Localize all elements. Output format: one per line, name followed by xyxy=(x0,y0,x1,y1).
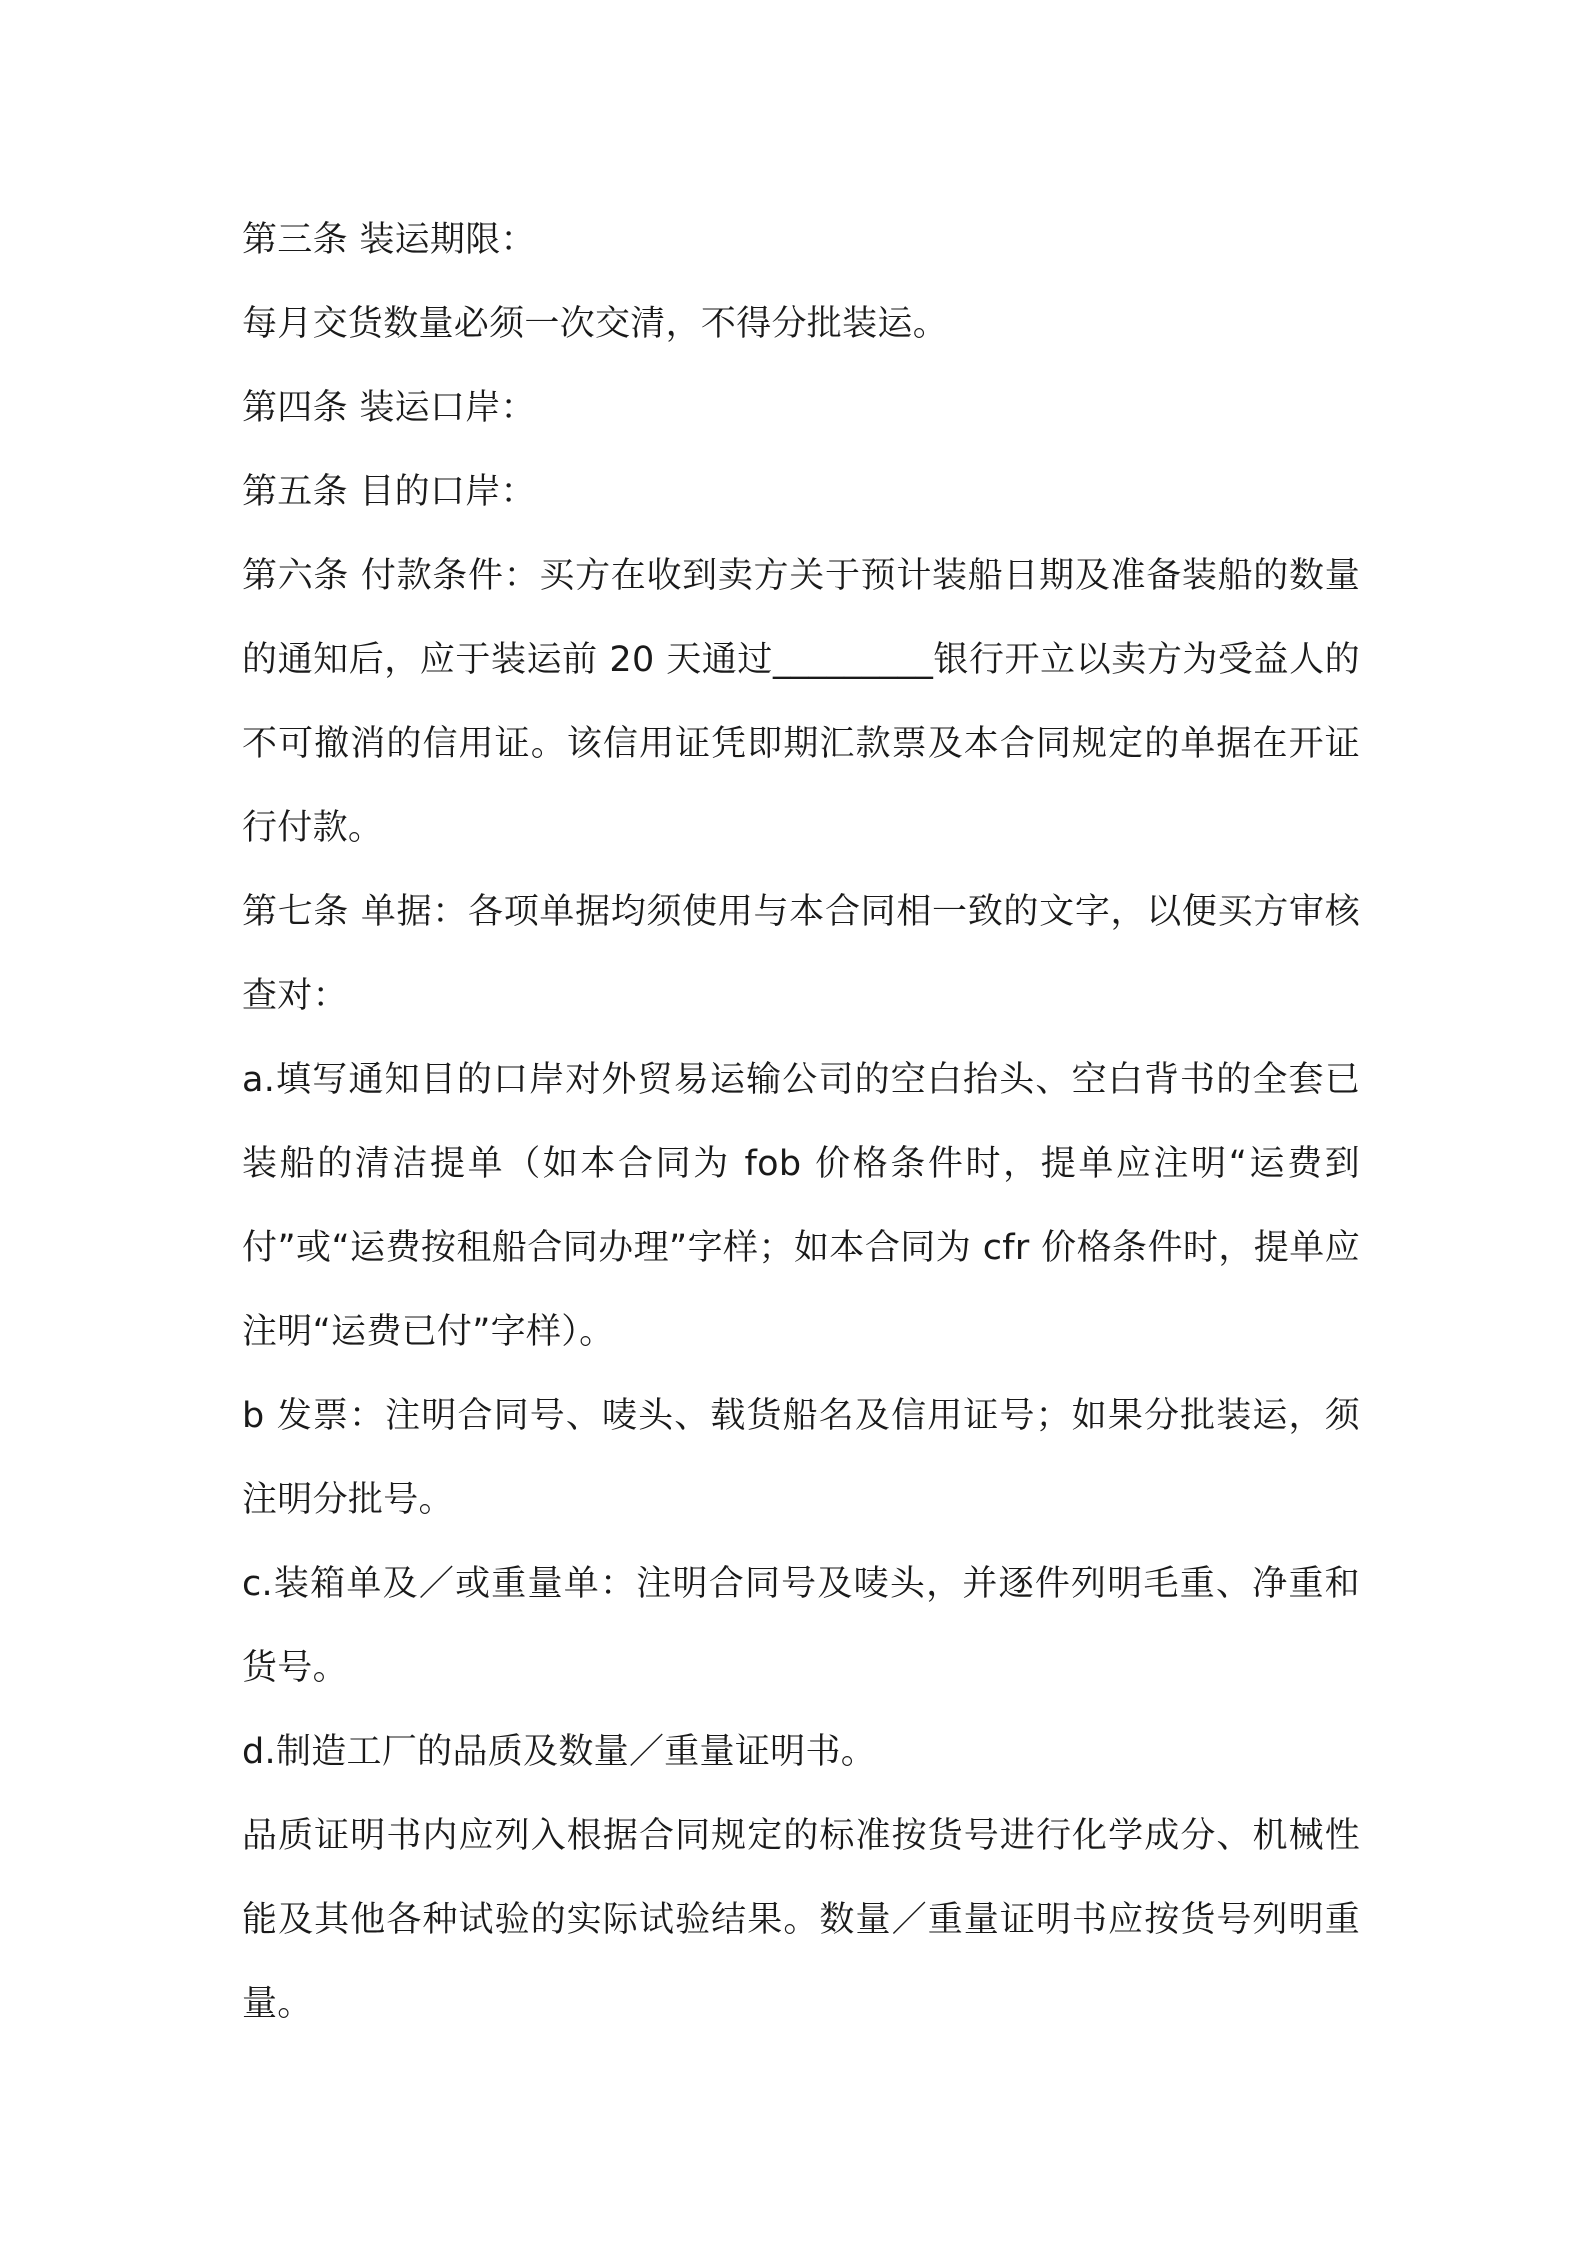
item-d-certificate: d.制造工厂的品质及数量／重量证明书。 xyxy=(242,1732,877,1772)
article-3-heading: 第三条 装运期限： xyxy=(242,220,536,260)
item-a-bill-of-lading: a.填写通知目的口岸对外贸易运输公司的空白抬头、空白背书的全套已装船的清洁提单（如本合同为 fob 价格条件时，提单应注明“运费到付”或“运费按租船合同办理”字样；如本合同为 cfr 价格条件时，提单应注明“运费已付”字样）。 xyxy=(242,1060,1360,1352)
item-c-packing-list: c.装箱单及／或重量单：注明合同号及唛头，并逐件列明毛重、净重和货号。 xyxy=(242,1564,1360,1688)
document-body xyxy=(242,198,1360,2046)
item-b-invoice: b 发票：注明合同号、唛头、载货船名及信用证号；如果分批装运，须注明分批号。 xyxy=(242,1396,1360,1520)
article-3-text: 每月交货数量必须一次交清，不得分批装运。 xyxy=(242,304,949,344)
article-4-heading: 第四条 装运口岸： xyxy=(242,388,536,428)
article-5-heading: 第五条 目的口岸： xyxy=(242,472,536,512)
article-6-payment-terms: 第六条 付款条件：买方在收到卖方关于预计装船日期及准备装船的数量的通知后，应于装运前 20 天通过_________银行开立以卖方为受益人的不可撤消的信用证。该信用证凭即期汇款票及本合同规定的单据在开证行付款。 xyxy=(242,556,1360,848)
certificate-requirements: 品质证明书内应列入根据合同规定的标准按货号进行化学成分、机械性能及其他各种试验的实际试验结果。数量／重量证明书应按货号列明重量。 xyxy=(242,1816,1360,2024)
article-7-documents: 第七条 单据：各项单据均须使用与本合同相一致的文字，以便买方审核查对： xyxy=(242,892,1360,1016)
